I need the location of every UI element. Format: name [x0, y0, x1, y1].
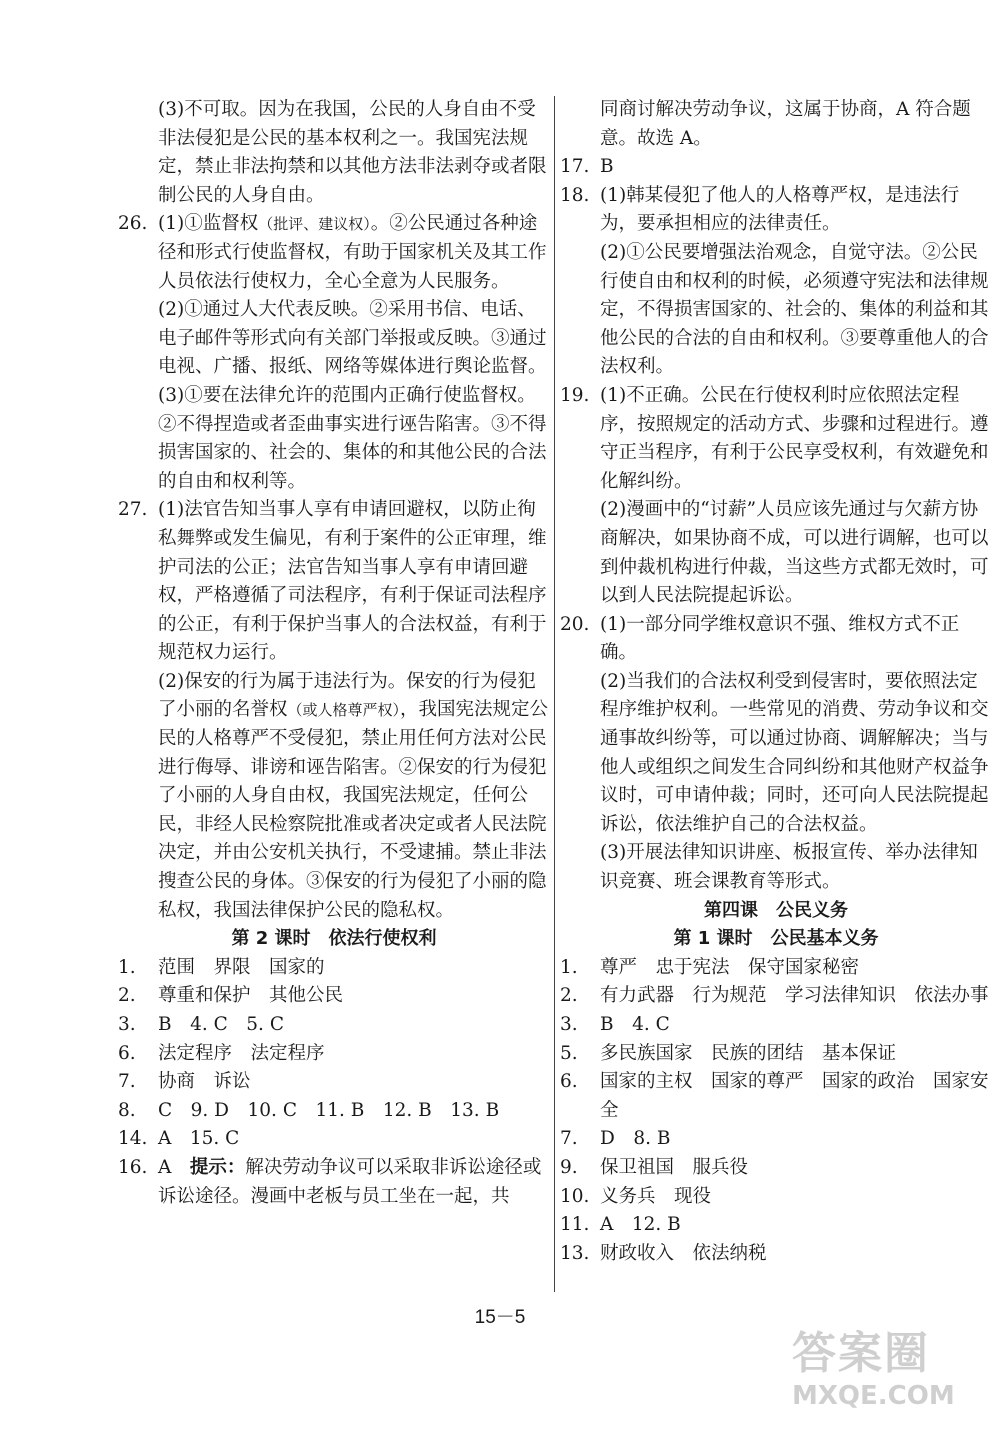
question-number: 17. [560, 156, 590, 178]
answer-text: 范围 界限 国家的 [158, 956, 325, 978]
question-number: 6. [560, 1071, 578, 1093]
question-number: 27. [118, 499, 148, 521]
question-number: 18. [560, 184, 590, 206]
q25-continuation: (3)不可取。因为在我国，公民的人身自由不受非法侵犯是公民的基本权利之一。我国宪法规定，禁止非法拘禁和以其他方法非法剥夺或者限制公民的人身自由。 [158, 99, 547, 206]
question-number: 16. [118, 1156, 148, 1178]
answer-item [560, 982, 992, 1011]
hint-label: 提示： [189, 1156, 246, 1178]
answer-list [560, 954, 992, 1269]
answer-text: A 12. B [600, 1214, 681, 1236]
answer-paragraph: (2)漫画中的“讨薪”人员应该先通过与欠薪方协商解决，如果协商不成，可以进行调解，也可以到仲裁机构进行仲裁，当这些方式都无效时，可以到人民法院提起诉讼。 [600, 499, 989, 607]
answer-item [560, 1040, 992, 1069]
answer-text: 义务兵 现役 [600, 1185, 712, 1207]
answer-text: 财政收入 依法纳税 [600, 1242, 767, 1264]
answer-item [118, 1011, 550, 1040]
answer-note: （或人格尊严权） [287, 701, 401, 720]
right-column [560, 96, 992, 1268]
question-number: 2. [118, 985, 136, 1007]
answer-item [560, 1183, 992, 1212]
answer-list [118, 954, 550, 1154]
question-number: 14. [118, 1128, 148, 1150]
answer-text: C 9. D 10. C 11. B 12. B 13. B [158, 1099, 500, 1121]
answer-text: 解决劳动争议可以采取非诉讼途径或诉讼途径。漫画中老板与员工坐在一起，共 [158, 1156, 542, 1207]
question-19 [560, 382, 992, 611]
answer-paragraph: (1)韩某侵犯了他人的人格尊严权，是违法行为，要承担相应的法律责任。 [600, 184, 960, 235]
answer-paragraph: (2)①公民要增强法治观念，自觉守法。②公民行使自由和权利的时候，必须遵守宪法和法律规定，不得损害国家的、社会的、集体的利益和其他公民的合法的自由和权利。③要尊重他人的合法权利。 [600, 241, 989, 378]
question-number: 9. [560, 1156, 578, 1178]
question-number: 6. [118, 1042, 136, 1064]
answer-item [560, 1240, 992, 1269]
answer-paragraph [158, 668, 550, 925]
answer-text: 。②公民通过各种途径和形式行使监督权，有助于国家机关及其工作人员依法行使权力，全心全意为人民服务。 [158, 213, 547, 292]
watermark-text: 答案圈 [792, 1328, 930, 1379]
answer-item [560, 1211, 992, 1240]
answer-text: 多民族国家 民族的团结 基本保证 [600, 1042, 897, 1064]
question-number: 11. [560, 1214, 590, 1236]
q16-continuation: 同商讨解决劳动争议，这属于协商，A 符合题意。故选 A。 [600, 99, 971, 149]
answer-item [118, 954, 550, 983]
question-number: 3. [118, 1014, 136, 1035]
answer-paragraph: (1)不正确。公民在行使权利时应依照法定程序，按照规定的活动方式、步骤和过程进行。遵守正当程序，有利于公民享受权利，有效避免和化解纠纷。 [600, 384, 989, 492]
lesson-2-title: 第 2 课时 依法行使权利 [231, 928, 437, 950]
answer-text: 保卫祖国 服兵役 [600, 1156, 749, 1178]
question-26 [118, 210, 550, 496]
answer-choice: A [158, 1156, 190, 1178]
answer-text: (1)①监督权 [158, 213, 259, 235]
watermark-url: MXQE.COM [792, 1381, 955, 1411]
answer-text: 协商 诉讼 [158, 1071, 251, 1093]
question-18 [560, 182, 992, 382]
page-number: 15－5 [474, 1307, 526, 1328]
answer-item [118, 1097, 550, 1126]
question-number: 8. [118, 1099, 136, 1121]
answer-text: 法定程序 法定程序 [158, 1042, 325, 1064]
question-17 [560, 153, 992, 182]
answer-item [118, 982, 550, 1011]
answer-item [118, 1040, 550, 1069]
question-number: 2. [560, 985, 578, 1007]
answer-item [118, 1125, 550, 1154]
answer-text: B 4. C [600, 1014, 670, 1035]
answer-text: D 8. B [600, 1128, 671, 1150]
answer-paragraph: (1)法官告知当事人享有申请回避权，以防止徇私舞弊或发生偏见，有利于案件的公正审理，维护司法的公正；法官告知当事人享有申请回避权，严格遵循了司法程序，有利于保证司法程序的公正，有利于保护当事人的合法权益，有利于规范权力运行。 [158, 499, 547, 664]
answer-text: 尊重和保护 其他公民 [158, 985, 344, 1007]
question-number: 1. [560, 956, 578, 978]
question-number: 3. [560, 1014, 578, 1035]
column-divider [554, 96, 555, 1292]
answer-item [560, 1125, 992, 1154]
answer-item [560, 1154, 992, 1183]
answer-paragraph: (3)①要在法律允许的范围内正确行使监督权。②不得捏造或者歪曲事实进行诬告陷害。③不得损害国家的、社会的、集体的和其他公民的合法的自由和权利等。 [158, 384, 547, 492]
answer-text: B 4. C 5. C [158, 1014, 284, 1035]
question-number: 10. [560, 1185, 590, 1207]
answer-text: 尊严 忠于宪法 保守国家秘密 [600, 956, 860, 978]
left-column [118, 96, 550, 1211]
answer-paragraph: (2)①通过人大代表反映。②采用书信、电话、电子邮件等形式向有关部门举报或反映。③通过电视、广播、报纸、网络等媒体进行舆论监督。 [158, 299, 547, 378]
answer-paragraph [158, 210, 550, 296]
question-16 [118, 1154, 550, 1211]
answer-item [118, 1068, 550, 1097]
answer-text: 有力武器 行为规范 学习法律知识 依法办事 [600, 985, 989, 1007]
answer-item [560, 954, 992, 983]
lesson-1-title: 第 1 课时 公民基本义务 [673, 928, 879, 950]
answer-text: (2)保安的行为属于违法行为。保安的行为侵犯了小丽的名誉权 [158, 670, 536, 721]
answer-paragraph: (2)当我们的合法权利受到侵害时，要依照法定程序维护权利。一些常见的消费、劳动争议和交通事故纠纷等，可以通过协商、调解解决；当与他人或组织之间发生合同纠纷和其他财产权益争议时，可申请仲裁；同时，还可向人民法院提起诉讼，依法维护自己的合法权益。 [600, 670, 989, 835]
answer-text: A 15. C [158, 1128, 240, 1150]
question-number: 7. [560, 1128, 578, 1150]
answer-note: （批评、建议权） [258, 215, 371, 234]
question-20 [560, 611, 992, 897]
watermark-logo [792, 1317, 982, 1427]
question-number: 7. [118, 1071, 136, 1093]
answer-item [560, 1068, 992, 1125]
answer-text: B [600, 156, 614, 178]
chapter-title: 第四课 公民义务 [704, 899, 848, 921]
answer-text: ，我国宪法规定公民的人格尊严不受侵犯，禁止用任何方法对公民进行侮辱、诽谤和诬告陷害。②保安的行为侵犯了小丽的人身自由权，我国宪法规定，任何公民，非经人民检察院批准或者决定或者人民法院决定，并由公安机关执行，不受逮捕。禁止非法搜查公民的身体。③保安的行为侵犯了小丽的隐私权，我国法律保护公民的隐私权。 [158, 699, 549, 921]
question-number: 19. [560, 384, 590, 406]
answer-paragraph: (3)开展法律知识讲座、板报宣传、举办法律知识竞赛、班会课教育等形式。 [600, 842, 978, 893]
question-number: 26. [118, 213, 148, 235]
question-number: 5. [560, 1042, 578, 1064]
answer-text: 国家的主权 国家的尊严 国家的政治 国家安全 [600, 1071, 989, 1121]
question-number: 20. [560, 613, 590, 635]
question-27 [118, 496, 550, 925]
answer-paragraph: (1)一部分同学维权意识不强、维权方式不正确。 [600, 613, 960, 664]
answer-item [560, 1011, 992, 1040]
question-number: 13. [560, 1242, 590, 1264]
question-number: 1. [118, 956, 136, 978]
